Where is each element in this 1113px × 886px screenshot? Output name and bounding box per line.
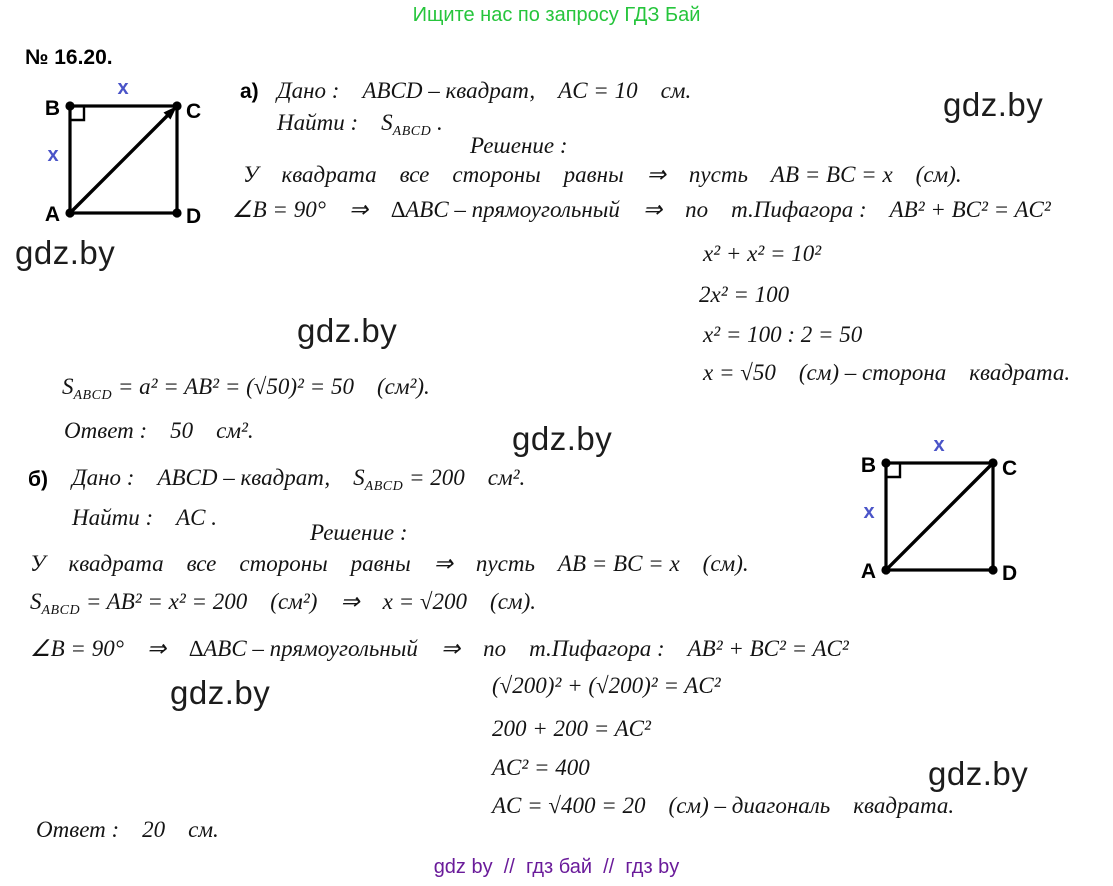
- task-number: № 16.20.: [25, 46, 113, 69]
- part-a-find: [277, 110, 443, 139]
- area-symbol: S: [381, 110, 393, 135]
- part-a-line1: У квадрата все стороны равны ⇒ пусть AB = BC = x (см).: [243, 162, 962, 187]
- part-a-eq1: x² + x² = 10²: [703, 241, 822, 266]
- area-symbol-subscript: ABCD: [392, 123, 432, 139]
- vertex-dot-b: [881, 458, 890, 467]
- square-figure-b: [836, 432, 1046, 592]
- watermark: gdz.by: [15, 234, 116, 271]
- vertex-dot-a: [881, 565, 890, 574]
- part-b-solution-title: Решение :: [310, 520, 408, 545]
- vertex-dot-d: [172, 208, 181, 217]
- part-a-given: Дано : ABCD – квадрат, AC = 10 см.: [277, 78, 692, 103]
- given-label: Дано : ABCD – квадрат,: [72, 465, 354, 490]
- part-b-label: б): [28, 468, 48, 491]
- watermark: gdz.by: [512, 420, 613, 457]
- given-suffix: = 200 см².: [403, 465, 526, 490]
- part-b-eq1: (√200)² + (√200)² = AC²: [492, 673, 721, 698]
- part-a-eq3: x² = 100 : 2 = 50: [703, 322, 863, 347]
- vertex-dot-b: [65, 101, 74, 110]
- part-a-area-line: [62, 374, 430, 403]
- vertex-label-d: D: [186, 205, 202, 228]
- watermark: gdz.by: [297, 312, 398, 349]
- vertex-label-b: B: [860, 454, 876, 477]
- footer-tags: gdz by // гдз бай // гдз by: [433, 856, 680, 878]
- part-a-label: а): [240, 80, 259, 103]
- area-equation: = a² = AB² = (√50)² = 50 (см²).: [112, 374, 430, 399]
- area-symbol-subscript: ABCD: [364, 478, 404, 494]
- side-label-x-left: x: [47, 144, 59, 166]
- part-b-line1: У квадрата все стороны равны ⇒ пусть AB = BC = x (см).: [30, 551, 749, 576]
- side-label-x-top: x: [933, 434, 945, 456]
- part-a-line2: ∠B = 90° ⇒ ∆ABC – прямоугольный ⇒ по т.Пифагора : AB² + BC² = AC²: [232, 197, 1051, 222]
- side-label-x-top: x: [117, 77, 129, 99]
- part-a-solution-title: Решение :: [470, 133, 568, 158]
- vertex-label-c: C: [1002, 457, 1018, 480]
- promo-banner: Ищите нас по запросу ГДЗ Бай: [412, 4, 701, 26]
- vertex-dot-d: [988, 565, 997, 574]
- part-a-answer: Ответ : 50 см².: [64, 418, 254, 443]
- area-symbol-subscript: ABCD: [73, 387, 113, 403]
- watermark: gdz.by: [170, 674, 271, 711]
- part-a-eq4: x = √50 (см) – сторона квадрата.: [703, 360, 1071, 385]
- vertex-label-a: A: [860, 560, 876, 583]
- side-label-x-left: x: [863, 501, 875, 523]
- diagonal-ac: [886, 463, 993, 570]
- vertex-label-d: D: [1002, 562, 1018, 585]
- square-figure-a: [20, 75, 230, 235]
- part-b-line3: ∠B = 90° ⇒ ∆ABC – прямоугольный ⇒ по т.Пифагора : AB² + BC² = AC²: [30, 636, 849, 661]
- part-a-eq2: 2x² = 100: [699, 282, 790, 307]
- part-b-area-line: [30, 589, 536, 618]
- vertex-label-b: B: [44, 97, 60, 120]
- vertex-dot-c: [172, 101, 181, 110]
- vertex-dot-c: [988, 458, 997, 467]
- find-suffix: .: [431, 110, 443, 135]
- area-symbol: S: [353, 465, 365, 490]
- part-b-given: [72, 465, 526, 494]
- vertex-label-a: A: [44, 203, 60, 226]
- part-b-eq3: AC² = 400: [492, 755, 590, 780]
- vertex-label-c: C: [186, 100, 202, 123]
- watermark: gdz.by: [943, 86, 1044, 123]
- find-label: Найти :: [277, 110, 382, 135]
- area-symbol: S: [30, 589, 42, 614]
- part-b-eq2: 200 + 200 = AC²: [492, 716, 651, 741]
- diagonal-ac: [70, 110, 173, 213]
- part-b-find: Найти : AC .: [72, 505, 218, 530]
- area-symbol-subscript: ABCD: [41, 602, 81, 618]
- vertex-dot-a: [65, 208, 74, 217]
- area-symbol: S: [62, 374, 74, 399]
- part-b-answer: Ответ : 20 см.: [36, 817, 219, 842]
- area-equation: = AB² = x² = 200 (см²) ⇒ x = √200 (см).: [80, 589, 536, 614]
- part-b-eq4: AC = √400 = 20 (см) – диагональ квадрата.: [492, 793, 955, 818]
- watermark: gdz.by: [928, 755, 1029, 792]
